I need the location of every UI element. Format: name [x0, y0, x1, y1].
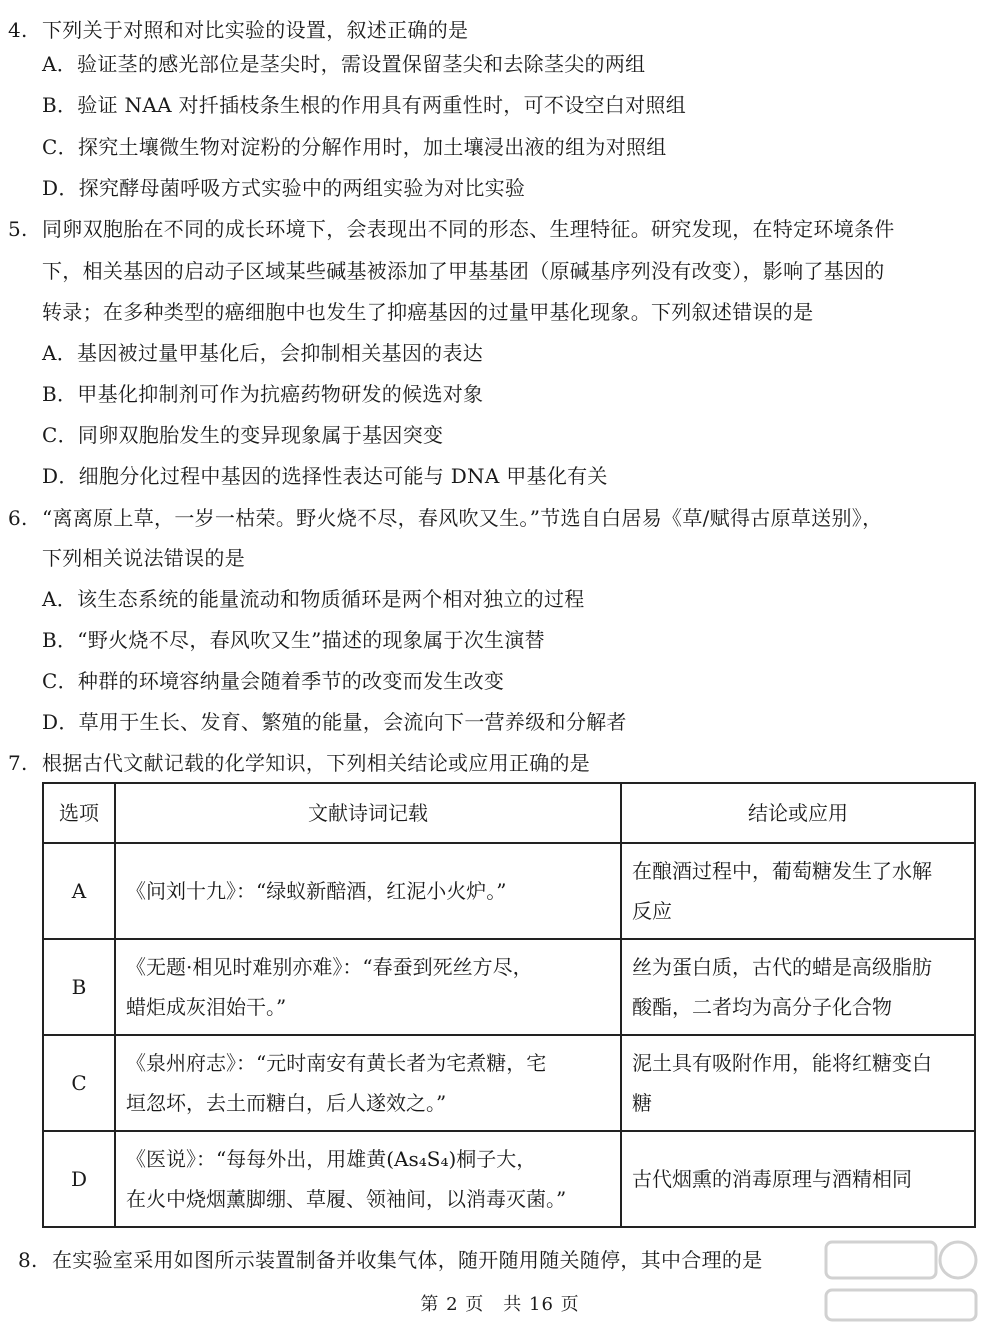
question-4-option-b: B．验证 NAA 对扦插枝条生根的作用具有两重性时，可不设空白对照组 — [42, 93, 686, 117]
question-7-number: 7. — [8, 751, 28, 775]
question-5-option-b: B．甲基化抑制剂可作为抗癌药物研发的候选对象 — [42, 382, 484, 406]
row-conclusion-line: 在酿酒过程中，葡萄糖发生了水解 — [632, 859, 932, 883]
question-8-number: 8. — [18, 1248, 38, 1272]
table-header-record: 文献诗词记载 — [115, 783, 621, 843]
question-6-option-c: C．种群的环境容纳量会随着季节的改变而发生改变 — [42, 669, 505, 693]
row-conclusion-line: 糖 — [632, 1091, 652, 1115]
row-option-key: C — [43, 1035, 115, 1131]
question-5-stem-line-2: 下，相关基因的启动子区域某些碱基被添加了甲基基团（原碱基序列没有改变），影响了基因的 — [42, 259, 885, 283]
row-record-line: 《泉州府志》：“元时南安有黄长者为宅煮糖，宅 — [126, 1051, 547, 1075]
row-record — [115, 1131, 621, 1227]
row-record-line: 《无题·相见时难别亦难》：“春蚕到死丝方尽， — [126, 955, 533, 979]
question-4-option-a: A．验证茎的感光部位是茎尖时，需设置保留茎尖和去除茎尖的两组 — [42, 52, 646, 76]
row-record — [115, 1035, 621, 1131]
question-6-number: 6. — [8, 506, 28, 530]
question-6-option-a: A．该生态系统的能量流动和物质循环是两个相对独立的过程 — [42, 587, 585, 611]
row-record — [115, 843, 621, 939]
row-conclusion-line: 泥土具有吸附作用，能将红糖变白 — [632, 1051, 932, 1075]
row-option-key: B — [43, 939, 115, 1035]
question-8-stem: 在实验室采用如图所示装置制备并收集气体，随开随用随关随停，其中合理的是 — [52, 1248, 763, 1272]
question-4-text: 下列关于对照和对比实验的设置，叙述正确的是 — [42, 18, 469, 42]
table-row — [43, 939, 975, 1035]
row-conclusion — [621, 939, 975, 1035]
question-5-stem-line-3: 转录；在多种类型的癌细胞中也发生了抑癌基因的过量甲基化现象。下列叙述错误的是 — [42, 300, 814, 324]
question-4-number: 4. — [8, 18, 28, 42]
question-5-stem-line-1: 同卵双胞胎在不同的成长环境下，会表现出不同的形态、生理特征。研究发现，在特定环境条件 — [42, 217, 895, 241]
question-5-option-a: A．基因被过量甲基化后，会抑制相关基因的表达 — [42, 341, 484, 365]
row-option-key: A — [43, 843, 115, 939]
row-conclusion — [621, 1035, 975, 1131]
table-header-conclusion: 结论或应用 — [621, 783, 975, 843]
question-6-option-d: D．草用于生长、发育、繁殖的能量，会流向下一营养级和分解者 — [42, 710, 627, 734]
row-record — [115, 939, 621, 1035]
row-conclusion — [621, 1131, 975, 1227]
question-4-option-c: C．探究土壤微生物对淀粉的分解作用时，加土壤浸出液的组为对照组 — [42, 135, 667, 159]
page-footer: 第 2 页 共 16 页 — [420, 1294, 580, 1315]
table-row — [43, 1035, 975, 1131]
question-6-stem-line-1: “离离原上草，一岁一枯荣。野火烧不尽，春风吹又生。”节选自白居易《草/赋得古原草送别》， — [42, 506, 883, 530]
question-6-stem-line-2: 下列相关说法错误的是 — [42, 546, 245, 570]
table-header-option: 选项 — [43, 783, 115, 843]
row-record-line: 垣忽坏，去土而糖白，后人遂效之。” — [126, 1091, 447, 1115]
question-5-option-c: C．同卵双胞胎发生的变异现象属于基因突变 — [42, 423, 444, 447]
row-record-line: 蜡炬成灰泪始干。” — [126, 995, 287, 1019]
row-conclusion-line: 反应 — [632, 899, 672, 923]
question-6-option-b: B．“野火烧不尽，春风吹又生”描述的现象属于次生演替 — [42, 628, 545, 652]
table-row — [43, 1131, 975, 1227]
row-conclusion-line: 丝为蛋白质，古代的蜡是高级脂肪 — [632, 955, 932, 979]
table-row — [43, 843, 975, 939]
row-conclusion — [621, 843, 975, 939]
question-7-table — [42, 782, 976, 1228]
question-7-stem: 根据古代文献记载的化学知识，下列相关结论或应用正确的是 — [42, 751, 591, 775]
row-record-line: 在火中烧烟薰脚绷、草履、领袖间，以消毒灭菌。” — [126, 1187, 567, 1211]
question-5-option-d: D．细胞分化过程中基因的选择性表达可能与 DNA 甲基化有关 — [42, 464, 608, 488]
row-option-key: D — [43, 1131, 115, 1227]
row-record-line: 《问刘十九》：“绿蚁新醅酒，红泥小火炉。” — [126, 879, 507, 903]
question-4-stem — [0, 16, 28, 44]
question-5-number: 5. — [8, 217, 28, 241]
question-4-option-d: D．探究酵母菌呼吸方式实验中的两组实验为对比实验 — [42, 176, 526, 200]
row-conclusion-line: 古代烟熏的消毒原理与酒精相同 — [632, 1167, 912, 1191]
row-conclusion-line: 酸酯，二者均为高分子化合物 — [632, 995, 892, 1019]
row-record-line: 《医说》：“每每外出，用雄黄(As₄S₄)桐子大， — [126, 1147, 537, 1171]
table-header-row — [43, 783, 975, 843]
